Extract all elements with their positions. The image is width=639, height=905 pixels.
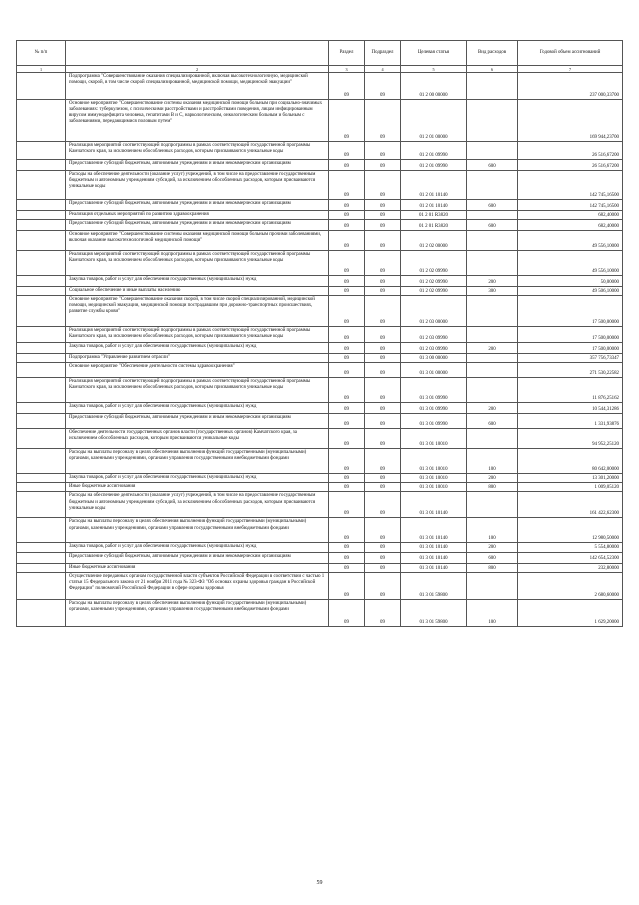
- column-number-row: [17, 66, 623, 73]
- row-amount: 13 301,20000: [518, 474, 623, 483]
- row-subsection: 09: [365, 160, 401, 171]
- row-number: [17, 296, 66, 327]
- row-article: 01 3 01 10140: [401, 543, 467, 552]
- row-section: 09: [329, 276, 365, 287]
- row-section: 09: [329, 403, 365, 414]
- row-number: [17, 449, 66, 474]
- row-expense: 100: [467, 449, 518, 474]
- row-expense: 200: [467, 343, 518, 354]
- row-subsection: 09: [365, 327, 401, 343]
- row-name: Обеспечение деятельности государственных органов власти (государственных органов) Камчатского края, за исключением обособленных расходов, которым присваиваются уникальные коды: [66, 429, 329, 449]
- row-expense: [467, 296, 518, 327]
- row-name: Закупка товаров, работ и услуг для обеспечения государственных (муниципальных) нужд: [66, 543, 329, 552]
- row-amount: 357 756,73347: [518, 354, 623, 363]
- table-row: [17, 287, 623, 296]
- row-amount: 682,40000: [518, 220, 623, 231]
- row-article: 01 3 01 09990: [401, 414, 467, 429]
- row-amount: 142 745,16500: [518, 200, 623, 211]
- row-subsection: 09: [365, 231, 401, 251]
- row-amount: 232,80000: [518, 563, 623, 572]
- row-subsection: 09: [365, 296, 401, 327]
- row-expense: 200: [467, 474, 518, 483]
- header-section: Раздел: [329, 41, 365, 66]
- row-section: 09: [329, 414, 365, 429]
- table-row: [17, 100, 623, 142]
- row-amount: 1 009,05120: [518, 483, 623, 492]
- row-name: Основное мероприятие "Совершенствование системы оказания медицинской помощи больным прочими заболеваниями, включая оказание высокотехнологичной медицинской помощи": [66, 231, 329, 251]
- row-amount: 237 000,33700: [518, 73, 623, 100]
- row-amount: 17 500,00000: [518, 343, 623, 354]
- row-article: 01 3 01 10140: [401, 563, 467, 572]
- row-subsection: 09: [365, 220, 401, 231]
- row-number: [17, 100, 66, 142]
- row-article: 01 2 01 10140: [401, 171, 467, 200]
- table-row: [17, 492, 623, 518]
- row-subsection: 09: [365, 171, 401, 200]
- row-article: 01 2 03 09990: [401, 327, 467, 343]
- row-article: 01 3 01 09990: [401, 403, 467, 414]
- row-expense: [467, 73, 518, 100]
- row-name: Предоставление субсидий бюджетным, автономным учреждениям и иным некоммерческим организациям: [66, 552, 329, 563]
- row-subsection: 09: [365, 287, 401, 296]
- table-row: [17, 73, 623, 100]
- header-article: Целевая статья: [401, 41, 467, 66]
- row-expense: 600: [467, 220, 518, 231]
- row-section: 09: [329, 211, 365, 220]
- row-number: [17, 483, 66, 492]
- table-row: [17, 363, 623, 378]
- row-section: 09: [329, 363, 365, 378]
- row-number: [17, 220, 66, 231]
- budget-table: [16, 40, 623, 627]
- row-section: 09: [329, 378, 365, 403]
- table-row: [17, 160, 623, 171]
- row-subsection: 09: [365, 363, 401, 378]
- column-number: 1: [17, 66, 66, 73]
- row-subsection: 09: [365, 563, 401, 572]
- row-name: Предоставление субсидий бюджетным, автономным учреждениям и иным некоммерческим организациям: [66, 220, 329, 231]
- budget-sheet: [16, 40, 622, 627]
- row-section: 09: [329, 492, 365, 518]
- row-section: 09: [329, 563, 365, 572]
- row-name: Подпрограмма "Управление развитием отрасли": [66, 354, 329, 363]
- row-article: 01 2 03 00000: [401, 296, 467, 327]
- table-row: [17, 518, 623, 543]
- row-article: 01 3 01 10010: [401, 429, 467, 449]
- row-article: 01 2 03 09990: [401, 343, 467, 354]
- row-article: 01 3 01 10010: [401, 449, 467, 474]
- row-article: 01 2 01 09990: [401, 142, 467, 160]
- row-expense: 100: [467, 518, 518, 543]
- row-section: 09: [329, 474, 365, 483]
- row-expense: [467, 211, 518, 220]
- row-subsection: 09: [365, 429, 401, 449]
- row-number: [17, 142, 66, 160]
- row-number: [17, 287, 66, 296]
- table-row: [17, 543, 623, 552]
- table-row: [17, 474, 623, 483]
- row-number: [17, 563, 66, 572]
- row-name: Реализация отдельных мероприятий по развитию здравоохранения: [66, 211, 329, 220]
- row-article: 01 3 01 59800: [401, 599, 467, 626]
- row-amount: 49 506,10000: [518, 287, 623, 296]
- row-expense: [467, 327, 518, 343]
- row-expense: [467, 378, 518, 403]
- row-article: 01 2 00 00000: [401, 73, 467, 100]
- row-name: Закупка товаров, работ и услуг для обеспечения государственных (муниципальных) нужд: [66, 474, 329, 483]
- row-article: 01 3 01 00000: [401, 363, 467, 378]
- row-amount: 1 331,93876: [518, 414, 623, 429]
- row-section: 09: [329, 354, 365, 363]
- row-section: 09: [329, 429, 365, 449]
- row-amount: 142 654,52300: [518, 552, 623, 563]
- row-amount: 169 944,23700: [518, 100, 623, 142]
- row-number: [17, 599, 66, 626]
- table-row: [17, 211, 623, 220]
- row-amount: 142 745,16500: [518, 171, 623, 200]
- row-subsection: 09: [365, 474, 401, 483]
- row-section: 09: [329, 73, 365, 100]
- row-amount: 271 530,22582: [518, 363, 623, 378]
- row-section: 09: [329, 327, 365, 343]
- row-number: [17, 211, 66, 220]
- row-number: [17, 552, 66, 563]
- row-section: 09: [329, 171, 365, 200]
- row-name: Предоставление субсидий бюджетным, автономным учреждениям и иным некоммерческим организациям: [66, 414, 329, 429]
- row-expense: [467, 231, 518, 251]
- row-name: Предоставление субсидий бюджетным, автономным учреждениям и иным некоммерческим организациям: [66, 200, 329, 211]
- row-name: Реализация мероприятий соответствующей подпрограммы в рамках соответствующей государственной программы Камчатского края, за исключением обособленных расходов, которым присваиваются уникальные коды: [66, 378, 329, 403]
- row-number: [17, 327, 66, 343]
- row-article: 01 3 01 10140: [401, 518, 467, 543]
- row-name: Расходы на выплаты персоналу в целях обеспечения выполнения функций государственными (муниципальными) органами, казенными учреждениями, органами управления государственными внебюджетными фондами: [66, 599, 329, 626]
- row-expense: 200: [467, 403, 518, 414]
- row-name: Осуществление переданных органам государственной власти субъектов Российской Федерации в соответствии с частью 1 статьи 15 Федерального закона от 21 ноября 2011 года № 323-ФЗ "Об основах охраны здоровья граждан в Российской Федерации" полномочий Российской Федерации в сфере охраны здоровья: [66, 572, 329, 599]
- table-row: [17, 231, 623, 251]
- row-name: Расходы на выплаты персоналу в целях обеспечения выполнения функций государственными (муниципальными) органами, казенными учреждениями, органами управления государственными внебюджетными фондами: [66, 449, 329, 474]
- row-expense: 800: [467, 483, 518, 492]
- row-article: 01 3 01 09990: [401, 378, 467, 403]
- row-name: Расходы на обеспечение деятельности (оказание услуг) учреждений, в том числе на предоставление государственным бюджетным и автономным учреждениям субсидий, за исключением обособленных расходов, которым присваиваются уникальные коды: [66, 171, 329, 200]
- header-row: [17, 41, 623, 66]
- row-amount: 49 556,10000: [518, 231, 623, 251]
- row-subsection: 09: [365, 414, 401, 429]
- row-name: Основное мероприятие "Совершенствование оказания скорой, в том числе скорой специализированной, медицинской помощи, медицинской эвакуации, медицинской помощи пострадавшим при дорожно-транспортных происшествиях, развитие службы крови": [66, 296, 329, 327]
- row-amount: 10 544,31286: [518, 403, 623, 414]
- row-number: [17, 73, 66, 100]
- row-subsection: 09: [365, 211, 401, 220]
- row-subsection: 09: [365, 354, 401, 363]
- row-number: [17, 474, 66, 483]
- table-row: [17, 343, 623, 354]
- row-section: 09: [329, 449, 365, 474]
- row-expense: [467, 100, 518, 142]
- row-name: Реализация мероприятий соответствующей подпрограммы в рамках соответствующей государственной программы Камчатского края, за исключением обособленных расходов, которым присваиваются уникальные коды: [66, 251, 329, 276]
- row-amount: 12 980,50000: [518, 518, 623, 543]
- row-subsection: 09: [365, 142, 401, 160]
- row-amount: 49 556,10000: [518, 251, 623, 276]
- row-number: [17, 403, 66, 414]
- row-section: 09: [329, 220, 365, 231]
- table-row: [17, 599, 623, 626]
- row-amount: 94 952,25120: [518, 429, 623, 449]
- row-expense: [467, 142, 518, 160]
- row-expense: 600: [467, 200, 518, 211]
- row-expense: [467, 429, 518, 449]
- row-amount: 17 500,00000: [518, 296, 623, 327]
- row-subsection: 09: [365, 518, 401, 543]
- row-article: 01 3 01 10010: [401, 474, 467, 483]
- row-expense: [467, 251, 518, 276]
- row-expense: 300: [467, 287, 518, 296]
- column-number: 3: [329, 66, 365, 73]
- row-section: 09: [329, 572, 365, 599]
- row-name: Расходы на выплаты персоналу в целях обеспечения выполнения функций государственными (муниципальными) органами, казенными учреждениями, органами управления государственными внебюджетными фондами: [66, 518, 329, 543]
- row-subsection: 09: [365, 378, 401, 403]
- row-expense: 600: [467, 552, 518, 563]
- row-number: [17, 160, 66, 171]
- row-article: 01 3 01 10010: [401, 483, 467, 492]
- row-expense: 200: [467, 276, 518, 287]
- row-number: [17, 251, 66, 276]
- row-name: Закупка товаров, работ и услуг для обеспечения государственных (муниципальных) нужд: [66, 343, 329, 354]
- row-name: Реализация мероприятий соответствующей подпрограммы в рамках соответствующей государственной программы Камчатского края, за исключением обособленных расходов, которым присваиваются уникальные коды: [66, 327, 329, 343]
- row-article: 01 2 02 09990: [401, 276, 467, 287]
- table-row: [17, 449, 623, 474]
- table-row: [17, 296, 623, 327]
- row-subsection: 09: [365, 343, 401, 354]
- header-expense: Вид расходов: [467, 41, 518, 66]
- row-number: [17, 414, 66, 429]
- table-row: [17, 220, 623, 231]
- row-name: Основное мероприятие "Обеспечение деятельности системы здравоохранения": [66, 363, 329, 378]
- row-section: 09: [329, 343, 365, 354]
- row-section: 09: [329, 552, 365, 563]
- row-subsection: 09: [365, 276, 401, 287]
- row-section: 09: [329, 599, 365, 626]
- page-number: 59: [316, 880, 323, 886]
- row-article: 01 2 01 R3820: [401, 220, 467, 231]
- row-number: [17, 276, 66, 287]
- table-row: [17, 429, 623, 449]
- table-row: [17, 200, 623, 211]
- row-amount: 50,00000: [518, 276, 623, 287]
- row-section: 09: [329, 296, 365, 327]
- row-name: Социальное обеспечение и иные выплаты населению: [66, 287, 329, 296]
- row-subsection: 09: [365, 73, 401, 100]
- column-number: 6: [467, 66, 518, 73]
- table-row: [17, 276, 623, 287]
- table-row: [17, 327, 623, 343]
- row-expense: [467, 572, 518, 599]
- table-row: [17, 378, 623, 403]
- row-number: [17, 429, 66, 449]
- row-amount: 80 642,00000: [518, 449, 623, 474]
- row-number: [17, 518, 66, 543]
- row-subsection: 09: [365, 599, 401, 626]
- row-name: Предоставление субсидий бюджетным, автономным учреждениям и иным некоммерческим организациям: [66, 160, 329, 171]
- row-article: 01 2 01 00000: [401, 100, 467, 142]
- row-article: 01 3 01 59800: [401, 572, 467, 599]
- row-name: Закупка товаров, работ и услуг для обеспечения государственных (муниципальных) нужд: [66, 403, 329, 414]
- row-amount: 5 554,80000: [518, 543, 623, 552]
- row-section: 09: [329, 231, 365, 251]
- row-expense: [467, 354, 518, 363]
- row-section: 09: [329, 483, 365, 492]
- row-name: Иные бюджетные ассигнования: [66, 483, 329, 492]
- row-article: 01 2 01 10140: [401, 200, 467, 211]
- column-number: 5: [401, 66, 467, 73]
- row-subsection: 09: [365, 403, 401, 414]
- row-subsection: 09: [365, 543, 401, 552]
- row-section: 09: [329, 543, 365, 552]
- row-number: [17, 363, 66, 378]
- table-row: [17, 563, 623, 572]
- row-amount: 1 629,20000: [518, 599, 623, 626]
- row-subsection: 09: [365, 100, 401, 142]
- row-expense: 600: [467, 160, 518, 171]
- row-number: [17, 171, 66, 200]
- row-article: 01 3 00 00000: [401, 354, 467, 363]
- header-subsection: Подраздел: [365, 41, 401, 66]
- row-subsection: 09: [365, 251, 401, 276]
- row-article: 01 2 02 09990: [401, 251, 467, 276]
- row-number: [17, 572, 66, 599]
- row-expense: [467, 492, 518, 518]
- row-amount: 11 876,25162: [518, 378, 623, 403]
- row-name: Расходы на обеспечение деятельности (оказание услуг) учреждений, в том числе на предоставление государственным бюджетным и автономным учреждениям субсидий, за исключением обособленных расходов, которым присваиваются уникальные коды: [66, 492, 329, 518]
- row-number: [17, 354, 66, 363]
- row-article: 01 2 01 R3820: [401, 211, 467, 220]
- table-row: [17, 142, 623, 160]
- column-number: 4: [365, 66, 401, 73]
- row-name: Закупка товаров, работ и услуг для обеспечения государственных (муниципальных) нужд: [66, 276, 329, 287]
- row-amount: 26 516,67200: [518, 142, 623, 160]
- row-subsection: 09: [365, 492, 401, 518]
- table-body: [17, 73, 623, 627]
- row-name: Реализация мероприятий соответствующей подпрограммы в рамках соответствующей государственной программы Камчатского края, за исключением обособленных расходов, которым присваиваются уникальные коды: [66, 142, 329, 160]
- header-amount: Годовой объем ассигнований: [518, 41, 623, 66]
- row-name: Основное мероприятие "Совершенствование системы оказания медицинской помощи больным при социально-значимых заболеваниях: туберкулезом, с психическими расстройствами и расстройствами поведения, лицам инфицированным вирусом иммунодефицита человека, гепатитами В и С, наркологическим, онкологическим больным и больным с заболеваниями, передающимися половым путем": [66, 100, 329, 142]
- row-subsection: 09: [365, 552, 401, 563]
- row-article: 01 2 01 09990: [401, 160, 467, 171]
- header-num: № п/п: [17, 41, 66, 66]
- row-number: [17, 543, 66, 552]
- row-amount: 2 680,60000: [518, 572, 623, 599]
- header-name: [66, 41, 329, 66]
- row-number: [17, 492, 66, 518]
- row-section: 09: [329, 100, 365, 142]
- row-section: 09: [329, 142, 365, 160]
- table-row: [17, 403, 623, 414]
- row-subsection: 09: [365, 200, 401, 211]
- row-expense: [467, 171, 518, 200]
- row-expense: [467, 363, 518, 378]
- row-section: 09: [329, 287, 365, 296]
- table-row: [17, 171, 623, 200]
- column-number: 7: [518, 66, 623, 73]
- table-row: [17, 552, 623, 563]
- row-number: [17, 343, 66, 354]
- row-name: Иные бюджетные ассигнования: [66, 563, 329, 572]
- row-amount: 17 500,00000: [518, 327, 623, 343]
- row-name: Подпрограмма "Совершенствование оказания специализированной, включая высокотехнологичную, медицинской помощи, скорой, в том числе скорой специализированной, медицинской помощи, медицинской эвакуации": [66, 73, 329, 100]
- row-article: 01 2 02 09990: [401, 287, 467, 296]
- column-number: 2: [66, 66, 329, 73]
- row-section: 09: [329, 518, 365, 543]
- row-amount: 682,40000: [518, 211, 623, 220]
- row-section: 09: [329, 160, 365, 171]
- table-row: [17, 572, 623, 599]
- row-expense: 200: [467, 543, 518, 552]
- row-section: 09: [329, 251, 365, 276]
- table-row: [17, 414, 623, 429]
- row-number: [17, 231, 66, 251]
- table-row: [17, 483, 623, 492]
- table-row: [17, 251, 623, 276]
- table-row: [17, 354, 623, 363]
- row-subsection: 09: [365, 449, 401, 474]
- row-number: [17, 200, 66, 211]
- row-article: 01 3 01 10140: [401, 492, 467, 518]
- row-subsection: 09: [365, 483, 401, 492]
- row-expense: 100: [467, 599, 518, 626]
- row-section: 09: [329, 200, 365, 211]
- row-article: 01 3 01 10140: [401, 552, 467, 563]
- row-amount: 161 422,62300: [518, 492, 623, 518]
- row-number: [17, 378, 66, 403]
- row-expense: 800: [467, 563, 518, 572]
- row-expense: 600: [467, 414, 518, 429]
- row-subsection: 09: [365, 572, 401, 599]
- row-article: 01 2 02 00000: [401, 231, 467, 251]
- row-amount: 26 516,67200: [518, 160, 623, 171]
